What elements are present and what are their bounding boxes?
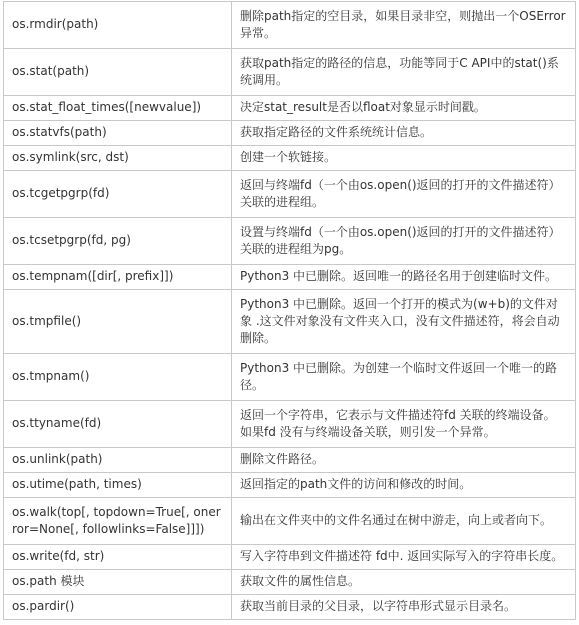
function-name-cell: os.tempnam([dir[, prefix]])	[4, 265, 232, 290]
table-row	[4, 146, 576, 171]
table-row	[4, 121, 576, 146]
table-row	[4, 570, 576, 595]
table-row	[4, 2, 576, 49]
function-name-cell: os.tcsetpgrp(fd, pg)	[4, 218, 232, 265]
description-cell: 输出在文件夹中的文件名通过在树中游走，向上或者向下。	[232, 498, 576, 545]
function-name-cell: os.stat_float_times([newvalue])	[4, 96, 232, 121]
function-name-cell: os.statvfs(path)	[4, 121, 232, 146]
table-row	[4, 290, 576, 354]
description-cell: 返回与终端fd（一个由os.open()返回的打开的文件描述符）关联的进程组。	[232, 171, 576, 218]
description-cell: 决定stat_result是否以float对象显示时间戳。	[232, 96, 576, 121]
table-row	[4, 354, 576, 401]
table-row	[4, 448, 576, 473]
function-name-cell: os.pardir()	[4, 595, 232, 620]
description-cell: 获取指定路径的文件系统统计信息。	[232, 121, 576, 146]
description-cell: 写入字符串到文件描述符 fd中. 返回实际写入的字符串长度。	[232, 545, 576, 570]
description-cell: Python3 中已删除。为创建一个临时文件返回一个唯一的路径。	[232, 354, 576, 401]
table-row	[4, 401, 576, 448]
function-name-cell: os.ttyname(fd)	[4, 401, 232, 448]
table-row	[4, 96, 576, 121]
description-cell: 获取文件的属性信息。	[232, 570, 576, 595]
os-functions-table	[3, 1, 576, 620]
description-cell: Python3 中已删除。返回一个打开的模式为(w+b)的文件对象 .这文件对象没有文件夹入口，没有文件描述符，将会自动删除。	[232, 290, 576, 354]
table-row	[4, 265, 576, 290]
function-name-cell: os.tcgetpgrp(fd)	[4, 171, 232, 218]
table-row	[4, 171, 576, 218]
function-name-cell: os.walk(top[, topdown=True[, onerror=None[, followlinks=False]]])	[4, 498, 232, 545]
description-cell: 获取当前目录的父目录，以字符串形式显示目录名。	[232, 595, 576, 620]
os-functions-table-container	[3, 1, 576, 620]
table-row	[4, 218, 576, 265]
function-name-cell: os.rmdir(path)	[4, 2, 232, 49]
function-name-cell: os.tmpfile()	[4, 290, 232, 354]
function-name-cell: os.stat(path)	[4, 49, 232, 96]
description-cell: 返回一个字符串，它表示与文件描述符fd 关联的终端设备。如果fd 没有与终端设备关联，则引发一个异常。	[232, 401, 576, 448]
table-row	[4, 545, 576, 570]
function-name-cell: os.utime(path, times)	[4, 473, 232, 498]
function-name-cell: os.unlink(path)	[4, 448, 232, 473]
description-cell: 设置与终端fd（一个由os.open()返回的打开的文件描述符）关联的进程组为pg。	[232, 218, 576, 265]
description-cell: 获取path指定的路径的信息，功能等同于C API中的stat()系统调用。	[232, 49, 576, 96]
description-cell: Python3 中已删除。返回唯一的路径名用于创建临时文件。	[232, 265, 576, 290]
function-name-cell: os.tmpnam()	[4, 354, 232, 401]
description-cell: 删除path指定的空目录，如果目录非空，则抛出一个OSError异常。	[232, 2, 576, 49]
table-row	[4, 595, 576, 620]
table-row	[4, 473, 576, 498]
function-name-cell: os.path 模块	[4, 570, 232, 595]
function-name-cell: os.symlink(src, dst)	[4, 146, 232, 171]
table-row	[4, 49, 576, 96]
description-cell: 删除文件路径。	[232, 448, 576, 473]
table-row	[4, 498, 576, 545]
description-cell: 创建一个软链接。	[232, 146, 576, 171]
function-name-cell: os.write(fd, str)	[4, 545, 232, 570]
description-cell: 返回指定的path文件的访问和修改的时间。	[232, 473, 576, 498]
